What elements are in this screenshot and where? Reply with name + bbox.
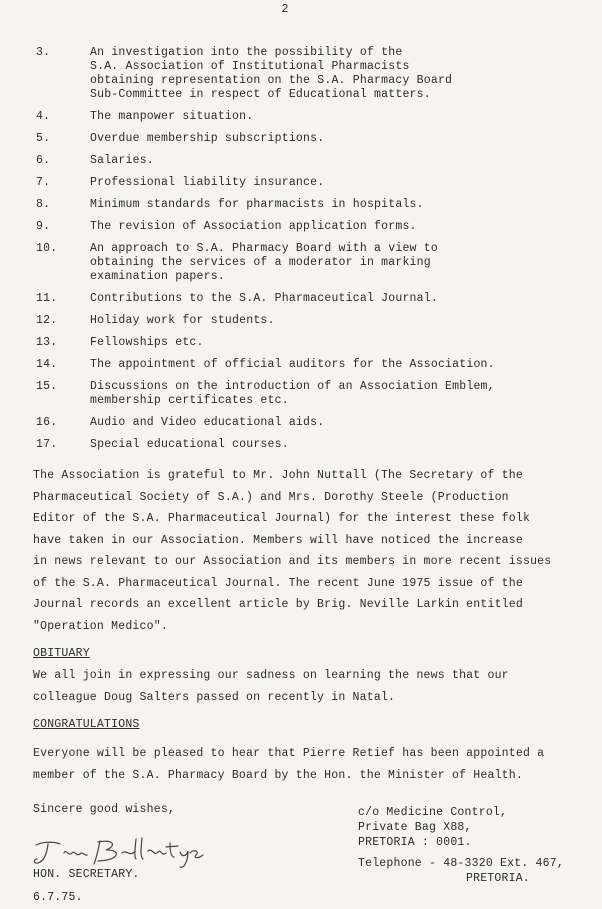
closing-greeting: Sincere good wishes, <box>33 803 176 816</box>
item-number: 17. <box>36 438 58 451</box>
item-number: 13. <box>36 336 58 349</box>
page-number: 2 <box>281 3 289 16</box>
acknowledgement-paragraph: The Association is grateful to Mr. John Nuttall (The Secretary of the Pharmaceutical Society of S.A.) and Mrs. Dorothy Steele (Production Editor of the S.A. Pharmaceutical Journal) for the interest these folk have taken in our Association. Members will have noticed the increase in news relevant to our Association and its members in more recent issues of the S.A. Pharmaceutical Journal. The recent June 1975 issue of the Journal records an excellent article by Brig. Neville Larkin entitled "Operation Medico". <box>33 469 552 633</box>
item-number: 7. <box>36 176 51 189</box>
item-text: Audio and Video educational aids. <box>90 416 325 429</box>
item-number: 10. <box>36 242 58 255</box>
item-number: 11. <box>36 292 58 305</box>
agenda-list <box>36 46 576 460</box>
item-text: The revision of Association application forms. <box>90 220 417 233</box>
handwritten-signature <box>30 833 205 873</box>
list-item <box>36 242 576 284</box>
list-item <box>36 176 576 190</box>
item-number: 12. <box>36 314 58 327</box>
item-text: The appointment of official auditors for the Association. <box>90 358 495 371</box>
list-item <box>36 358 576 372</box>
address-city: PRETORIA. <box>466 872 530 885</box>
list-item <box>36 438 576 452</box>
item-text: An investigation into the possibility of the S.A. Association of Institutional Pharmacists obtaining representation on the S.A. Pharmacy Board Sub-Committee in respect of Educational matters. <box>90 46 453 101</box>
address-line: Private Bag X88, <box>358 821 472 834</box>
item-number: 9. <box>36 220 51 233</box>
item-text: Discussions on the introduction of an Association Emblem, membership certificates etc. <box>90 380 495 407</box>
list-item <box>36 314 576 328</box>
secretary-title: HON. SECRETARY. <box>33 868 140 881</box>
list-item <box>36 198 576 212</box>
item-number: 6. <box>36 154 51 167</box>
item-text: The manpower situation. <box>90 110 254 123</box>
list-item <box>36 380 576 408</box>
item-number: 8. <box>36 198 51 211</box>
congratulations-text: Everyone will be pleased to hear that Pierre Retief has been appointed a member of the S.A. Pharmacy Board by the Hon. the Minister of Health. <box>33 747 545 782</box>
obituary-heading: OBITUARY <box>33 647 90 660</box>
item-text: Professional liability insurance. <box>90 176 325 189</box>
item-text: An approach to S.A. Pharmacy Board with a view to obtaining the services of a moderator in marking examination papers. <box>90 242 438 283</box>
list-item <box>36 46 576 102</box>
letter-date: 6.7.75. <box>33 891 83 904</box>
item-text: Special educational courses. <box>90 438 289 451</box>
congratulations-heading: CONGRATULATIONS <box>33 718 140 731</box>
list-item <box>36 154 576 168</box>
item-text: Fellowships etc. <box>90 336 204 349</box>
item-text: Salaries. <box>90 154 154 167</box>
address-block <box>358 805 507 850</box>
telephone-line: Telephone - 48-3320 Ext. 467, <box>358 857 564 870</box>
item-number: 14. <box>36 358 58 371</box>
item-text: Holiday work for students. <box>90 314 275 327</box>
list-item <box>36 336 576 350</box>
item-text: Contributions to the S.A. Pharmaceutical Journal. <box>90 292 438 305</box>
list-item <box>36 416 576 430</box>
item-text: Minimum standards for pharmacists in hospitals. <box>90 198 424 211</box>
list-item <box>36 292 576 306</box>
obituary-text: We all join in expressing our sadness on learning the news that our colleague Doug Salters passed on recently in Natal. <box>33 669 509 704</box>
item-number: 4. <box>36 110 51 123</box>
item-text: Overdue membership subscriptions. <box>90 132 325 145</box>
item-number: 15. <box>36 380 58 393</box>
item-number: 16. <box>36 416 58 429</box>
address-line: PRETORIA : 0001. <box>358 836 472 849</box>
item-number: 3. <box>36 46 51 59</box>
item-number: 5. <box>36 132 51 145</box>
list-item <box>36 220 576 234</box>
address-line: c/o Medicine Control, <box>358 806 508 819</box>
list-item <box>36 132 576 146</box>
list-item <box>36 110 576 124</box>
